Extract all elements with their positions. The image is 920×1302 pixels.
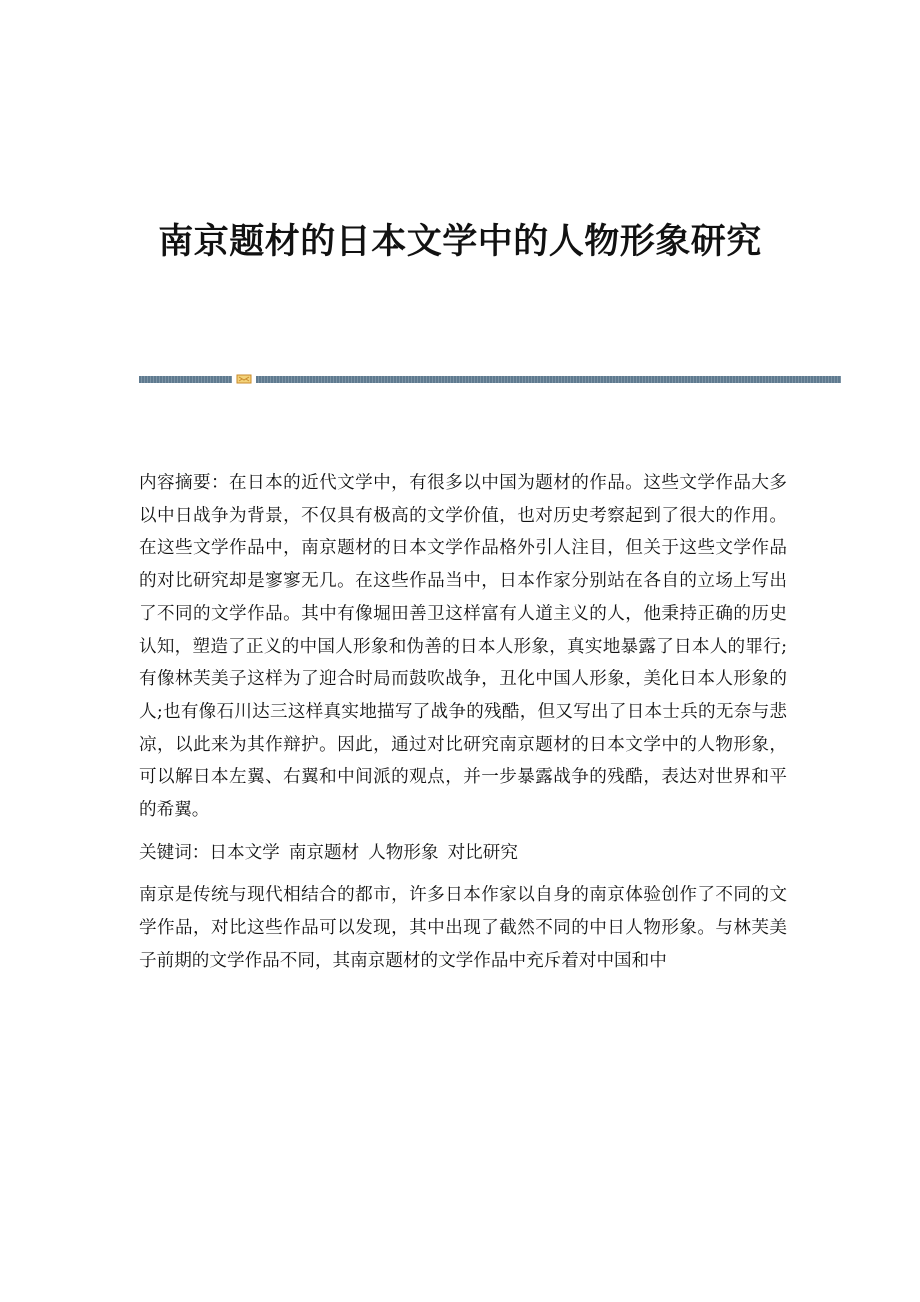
- abstract-paragraph: 内容摘要：在日本的近代文学中，有很多以中国为题材的作品。这些文学作品大多以中日战争为背景，不仅具有极高的文学价值，也对历史考察起到了很大的作用。在这些文学作品中，南京题材的日本文学作品格外引人注目，但关于这些文学作品的对比研究却是寥寥无几。在这些作品当中，日本作家分别站在各自的立场上写出了不同的文学作品。其中有像堀田善卫这样富有人道主义的人，他秉持正确的历史认知，塑造了正义的中国人形象和伪善的日本人形象，真实地暴露了日本人的罪行;有像林芙美子这样为了迎合时局而鼓吹战争，丑化中国人形象，美化日本人形象的人;也有像石川达三这样真实地描写了战争的残酷，但又写出了日本士兵的无奈与悲凉，以此来为其作辩护。因此，通过对比研究南京题材的日本文学中的人物形象，可以解日本左翼、右翼和中间派的观点，并一步暴露战争的残酷，表达对世界和平的希翼。: [139, 473, 787, 821]
- divider-bar-left: [139, 376, 232, 383]
- divider-ornament-icon: [236, 374, 252, 384]
- document-body: [139, 467, 787, 988]
- keyword-item: 日本文学: [209, 842, 280, 863]
- keyword-item: 对比研究: [447, 842, 518, 863]
- keyword-item: 南京题材: [288, 842, 360, 863]
- document-title: 南京题材的日本文学中的人物形象研究: [158, 222, 762, 262]
- body-paragraph: 南京是传统与现代相结合的都市，许多日本作家以自身的南京体验创作了不同的文学作品，对比这些作品可以发现，其中出现了截然不同的中日人物形象。与林芙美子前期的文学作品不同，其南京题材的文学作品中充斥着对中国和中: [139, 885, 787, 971]
- divider-bar-right: [256, 376, 841, 383]
- keywords-line: [139, 837, 787, 870]
- keywords-label: 关键词：: [139, 842, 210, 863]
- keyword-item: 人物形象: [368, 842, 439, 863]
- title-divider: [139, 375, 841, 384]
